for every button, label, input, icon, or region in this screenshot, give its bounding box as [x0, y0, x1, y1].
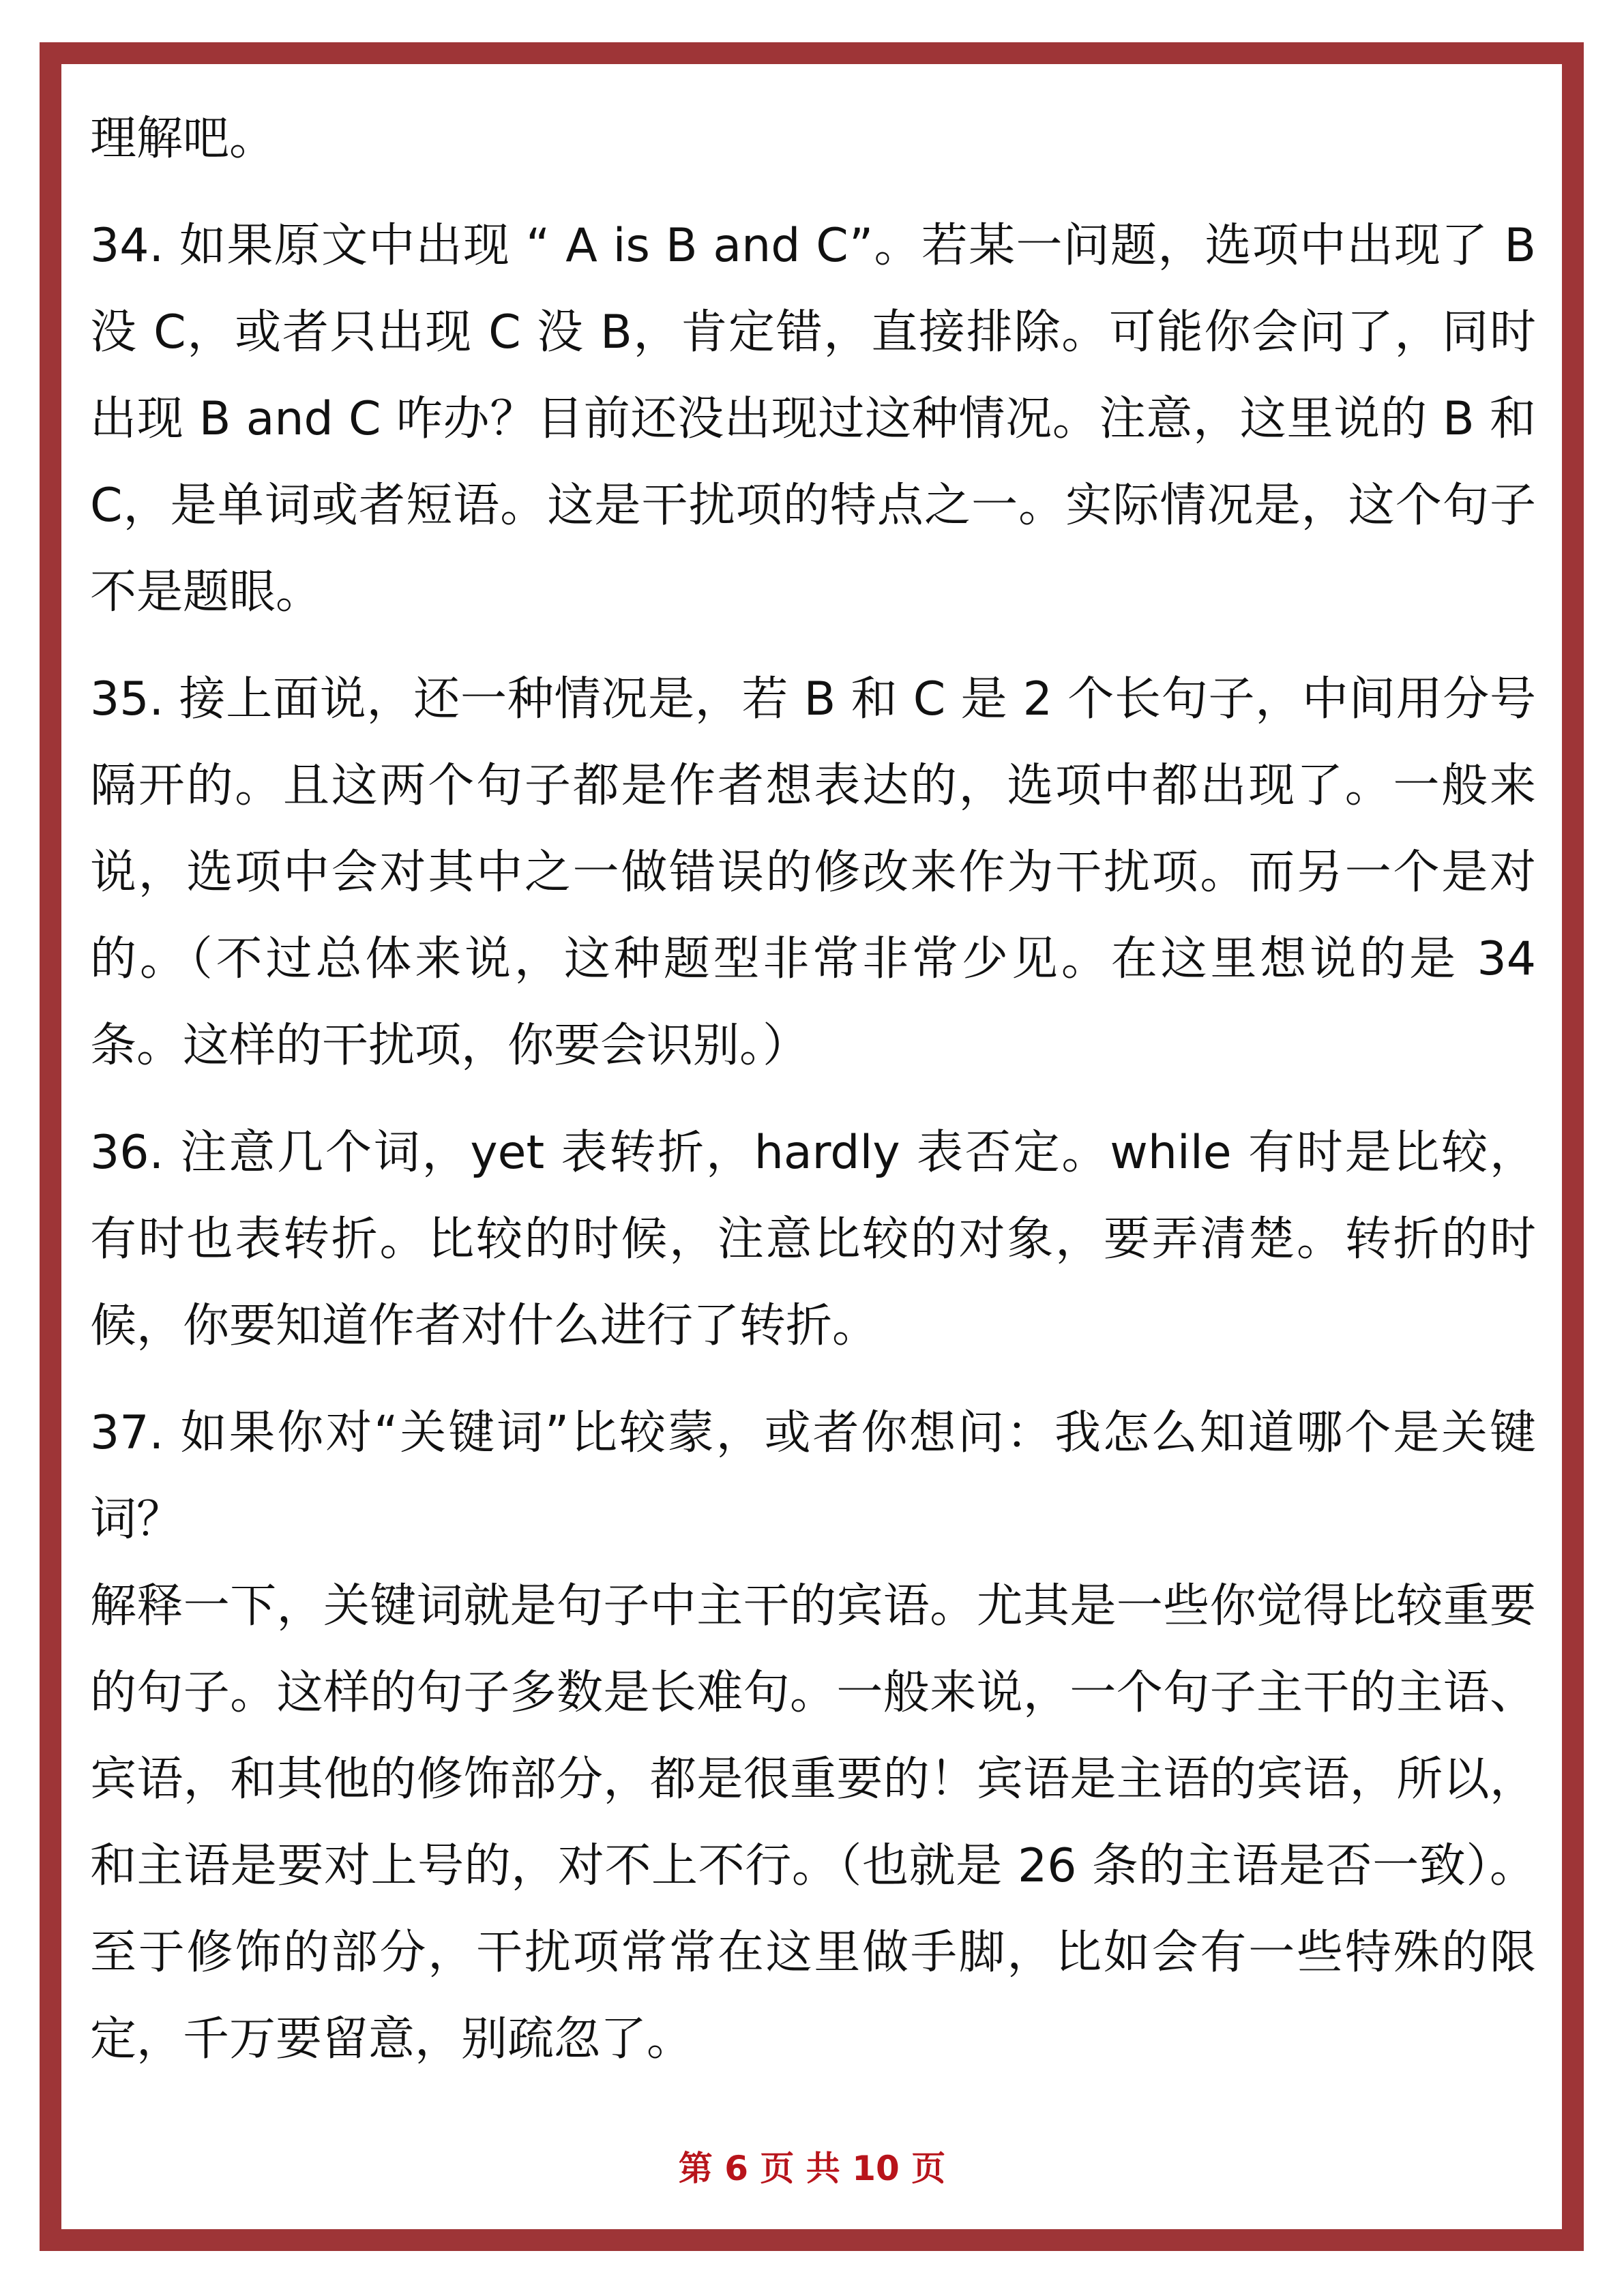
paragraph-continuation: 理解吧。 — [90, 112, 276, 166]
paragraph-item-37-explanation: 解释一下，关键词就是句子中主干的宾语。尤其是一些你觉得比较重要的句子。这样的句子多数是长难句。一般来说，一个句子主干的主语、宾语，和其他的修饰部分，都是很重要的！宾语是主语的宾语，所以，和主语是要对上号的，对不上不行。（也就是 26 条的主语是否一致）。至于修饰的部分，干扰项常常在这里做手脚，比如会有一些特殊的限定，千万要留意，别疏忽了。 — [90, 1579, 1536, 2066]
paragraph-item-36: 36. 注意几个词，yet 表转折，hardly 表否定。while 有时是比较，有时也表转折。比较的时候，注意比较的对象，要弄清楚。转折的时候，你要知道作者对什么进行了转折。 — [90, 1126, 1536, 1353]
paragraph-item-35: 35. 接上面说，还一种情况是，若 B 和 C 是 2 个长句子，中间用分号隔开的。且这两个句子都是作者想表达的，选项中都出现了。一般来说，选项中会对其中之一做错误的修改来作为干扰项。而另一个是对的。（不过总体来说，这种题型非常非常少见。在这里想说的是 34 条。这样的干扰项，你要会识别。） — [90, 672, 1536, 1073]
paragraph-item-34: 34. 如果原文中出现 “ A is B and C”。若某一问题，选项中出现了 B 没 C，或者只出现 C 没 B，肯定错，直接排除。可能你会问了，同时出现 B and C 咋办？目前还没出现过这种情况。注意，这里说的 B 和 C，是单词或者短语。这是干扰项的特点之一。实际情况是，这个句子不是题眼。 — [90, 219, 1536, 619]
paragraph-item-37: 37. 如果你对“关键词”比较蒙，或者你想问：我怎么知道哪个是关键词？ — [90, 1406, 1536, 1547]
page-number-footer: 第 6 页 共 10 页 — [678, 2149, 946, 2188]
document-body — [90, 95, 1536, 2083]
